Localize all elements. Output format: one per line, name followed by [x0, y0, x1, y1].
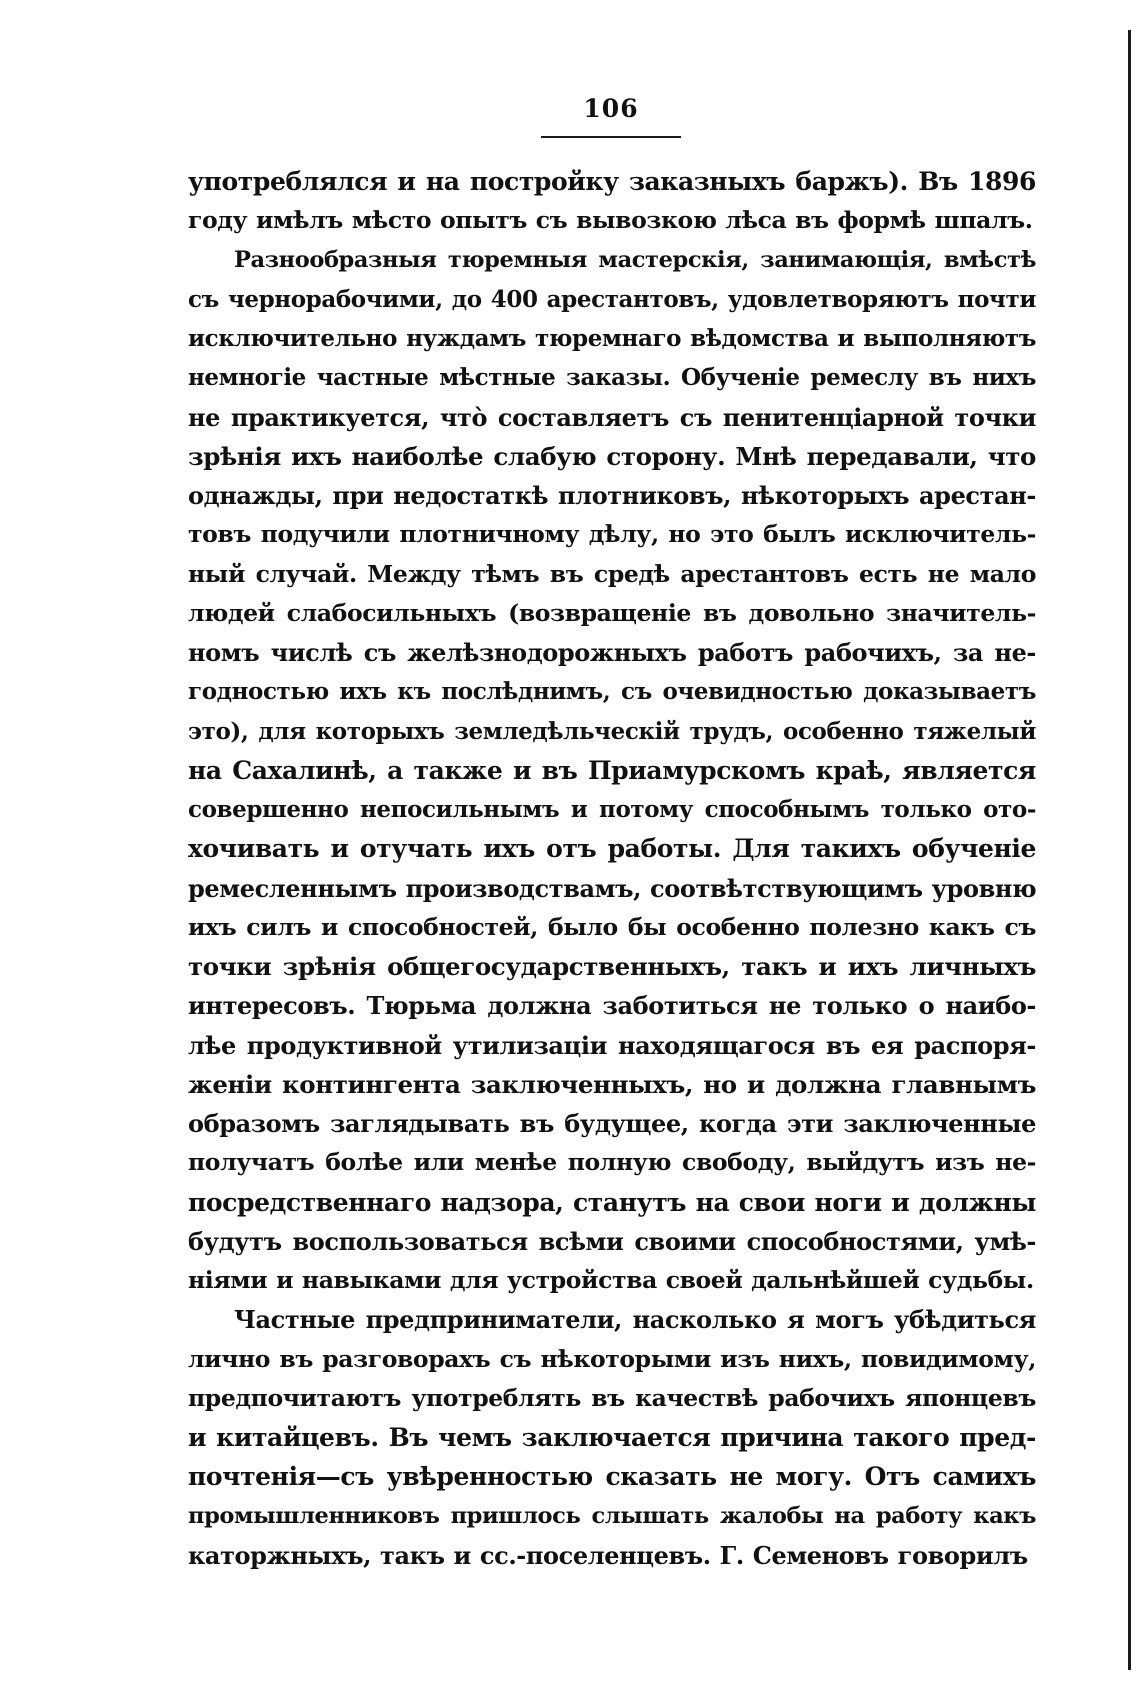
- body-text: [188, 162, 1036, 1575]
- header-rule: [541, 136, 681, 138]
- text-line: ніями и навыками для устройства своей дальнѣйшей судьбы.: [188, 1266, 1034, 1294]
- text-line: Частные предприниматели, насколько я могъ убѣдиться: [234, 1305, 1036, 1335]
- text-line: совершенно непосильнымъ и потому способнымъ только ото-: [188, 796, 1036, 823]
- text-line: промышленниковъ пришлось слышать жалобы на работу какъ: [188, 1502, 1036, 1529]
- text-line: лично въ разговорахъ съ нѣкоторыми изъ нихъ, повидимому,: [188, 1344, 1036, 1373]
- page-number: 106: [583, 94, 639, 123]
- text-line: однажды, при недостаткѣ плотниковъ, нѣкоторыхъ арестан-: [188, 481, 1036, 510]
- text-line: точки зрѣнія общегосударственныхъ, такъ и ихъ личныхъ: [188, 952, 1036, 981]
- text-line: будутъ воспользоваться всѣми своими способностями, умѣ-: [188, 1226, 1036, 1256]
- text-line: людей слабосильныхъ (возвращеніе въ довольно значитель-: [188, 598, 1036, 627]
- text-line: это), для которыхъ земледѣльческій трудъ, особенно тяжелый: [188, 717, 1036, 745]
- text-line: употреблялся и на постройку заказныхъ баржъ). Въ 1896: [188, 167, 1036, 196]
- text-line: Разнообразныя тюремныя мастерскія, занимающія, вмѣстѣ: [234, 246, 1036, 273]
- text-line: интересовъ. Тюрьма должна заботиться не только о наибо-: [188, 991, 1036, 1021]
- text-line: почтенія—съ увѣренностью сказать не могу. Отъ самихъ: [188, 1462, 1036, 1492]
- text-line: ихъ силъ и способностей, было бы особенно полезно какъ съ: [188, 912, 1036, 941]
- text-line: съ чернорабочими, до 400 арестантовъ, удовлетворяютъ почти: [188, 285, 1036, 313]
- text-line: образомъ заглядывать въ будущее, когда эти заключенные: [188, 1109, 1036, 1138]
- text-line: не практикуется, что̀ составляетъ съ пенитенціарной точки: [188, 402, 1036, 432]
- text-line: каторжныхъ, такъ и сс.-поселенцевъ. Г. Семеновъ говорилъ: [188, 1540, 1028, 1570]
- text-line: хочивать и отучать ихъ отъ работы. Для такихъ обученіе: [188, 834, 1036, 864]
- text-line: лѣе продуктивной утилизаціи находящагося въ ея распоря-: [188, 1030, 1036, 1060]
- text-line: на Сахалинѣ, а также и въ Приамурскомъ краѣ, является: [188, 755, 1036, 785]
- text-line: номъ числѣ съ желѣзнодорожныхъ работъ рабочихъ, за не-: [188, 638, 1036, 667]
- page-edge-line: [1128, 30, 1131, 1670]
- text-line: ремесленнымъ производствамъ, соотвѣтствующимъ уровню: [188, 873, 1037, 903]
- text-line: получатъ болѣе или менѣе полную свободу, выйдутъ изъ не-: [188, 1148, 1036, 1177]
- text-line: и китайцевъ. Въ чемъ заключается причина такого пред-: [188, 1423, 1036, 1452]
- text-line: ный случай. Между тѣмъ въ средѣ арестантовъ есть не мало: [188, 559, 1036, 588]
- text-line: посредственнаго надзора, станутъ на свои ноги и должны: [188, 1187, 1036, 1217]
- text-line: исключительно нуждамъ тюремнаго вѣдомства и выполняютъ: [188, 325, 1036, 352]
- text-line: немногіе частные мѣстные заказы. Обученіе ремеслу въ нихъ: [188, 364, 1036, 392]
- text-line: зрѣнія ихъ наиболѣе слабую сторону. Мнѣ передавали, что: [188, 441, 1036, 471]
- text-line: предпочитаютъ употреблять въ качествѣ рабочихъ японцевъ: [188, 1383, 1036, 1412]
- text-line: году имѣлъ мѣсто опытъ съ вывозкою лѣса въ формѣ шпалъ.: [188, 206, 1033, 235]
- text-line: товъ подучили плотничному дѣлу, но это былъ исключитель-: [188, 520, 1036, 549]
- text-line: годностью ихъ къ послѣднимъ, съ очевидностью доказываетъ: [188, 678, 1036, 706]
- text-line: женіи контингента заключенныхъ, но и должна главнымъ: [188, 1069, 1036, 1099]
